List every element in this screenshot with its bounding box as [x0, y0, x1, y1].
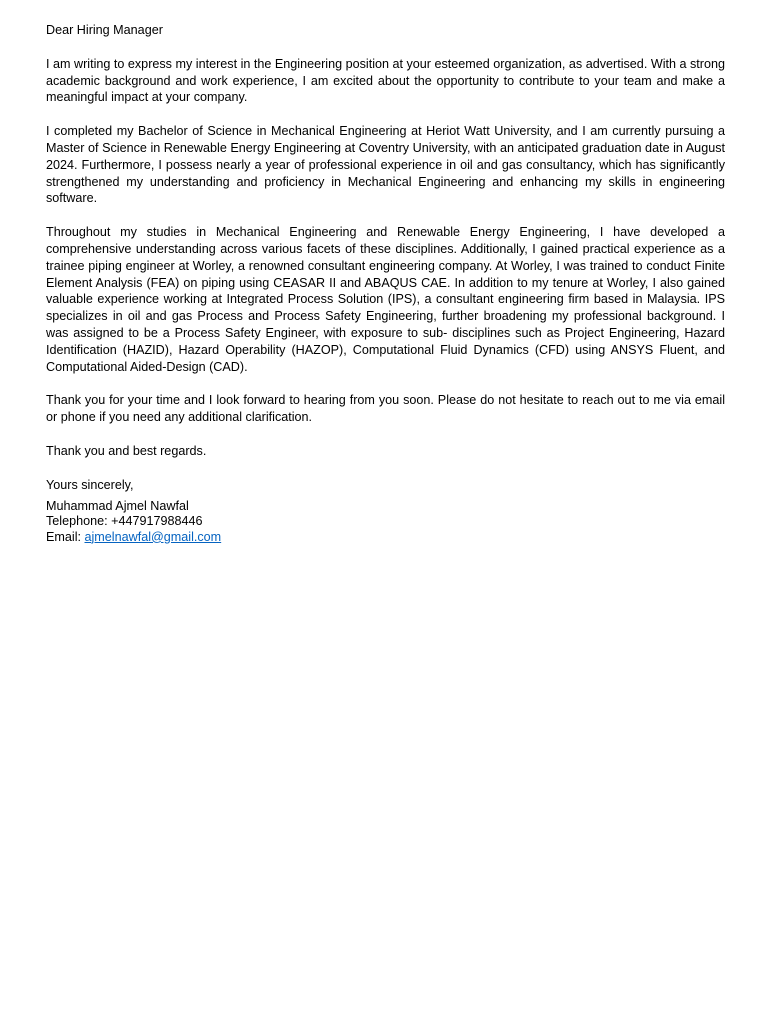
paragraph-thanks: Thank you for your time and I look forward to hearing from you soon. Please do not hesitate to reach out to me via email or phone if you need any additional clarification.: [46, 393, 725, 425]
closing-line: Thank you and best regards.: [46, 443, 207, 458]
email-link[interactable]: ajmelnawfal@gmail.com: [84, 529, 222, 544]
salutation: Dear Hiring Manager: [46, 23, 163, 37]
telephone-label: Telephone:: [46, 514, 112, 529]
signature-email: [46, 530, 725, 546]
signature-telephone: [46, 514, 725, 530]
signature-name: Muhammad Ajmel Nawfal: [46, 498, 189, 513]
signature-block: [46, 499, 725, 546]
cover-letter: [46, 22, 725, 545]
paragraph-education: I completed my Bachelor of Science in Mechanical Engineering at Heriot Watt University, and I am currently pursuing a Master of Science in Renewable Energy Engineering at Coventry University, with an anticipated graduation date in August 2024. Furthermore, I possess nearly a year of professional experience in oil and gas consultancy, which has significantly strengthened my understanding and proficiency in Mechanical Engineering and enhancing my skills in engineering software.: [46, 124, 725, 206]
email-label: Email:: [46, 529, 85, 544]
telephone-number: +447917988446: [111, 514, 203, 529]
paragraph-experience: Throughout my studies in Mechanical Engineering and Renewable Energy Engineering, I have developed a comprehensive understanding across various facets of these disciplines. Additionally, I gained practical experience as a trainee piping engineer at Worley, a renowned consultant engineering company. At Worley, I was trained to conduct Finite Element Analysis (FEA) on piping using CEASAR II and ABAQUS CAE. In addition to my tenure at Worley, I also gained valuable experience working at Integrated Process Solution (IPS), a consultant engineering firm based in Malaysia. IPS specializes in oil and gas Process and Process Safety Engineering, further broadening my professional background. I was assigned to be a Process Safety Engineer, with exposure to sub- disciplines such as Project Engineering, Hazard Identification (HAZID), Hazard Operability (HAZOP), Computational Fluid Dynamics (CFD) using ANSYS Fluent, and Computational Aided-Design (CAD).: [46, 225, 725, 374]
paragraph-interest: I am writing to express my interest in the Engineering position at your esteemed organization, as advertised. With a strong academic background and work experience, I am excited about the opportunity to contribute to your team and make a meaningful impact at your company.: [46, 56, 726, 105]
signoff: Yours sincerely,: [46, 477, 134, 492]
